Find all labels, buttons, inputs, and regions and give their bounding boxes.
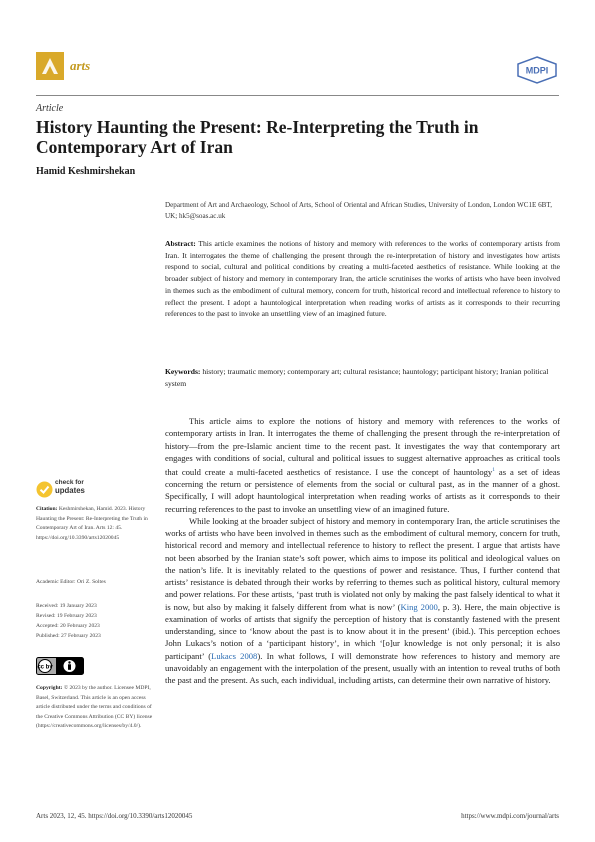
body-paragraph: [165, 415, 560, 515]
revised-date: Revised: 19 February 2023: [36, 613, 97, 619]
accepted-date: Accepted: 20 February 2023: [36, 623, 100, 629]
footer-journal-link[interactable]: https://www.mdpi.com/journal/arts: [461, 812, 559, 820]
check-updates-line1: check for: [55, 479, 84, 486]
copyright-label: Copyright:: [36, 685, 63, 691]
abstract-text: This article examines the notions of history and memory with references to the works of contemporary artists from Iran. It interrogates the theme of challenging the present through the re-interpretation of history and investigates how artists respond to social, cultural and political conditions by creating a multi-faceted aesthetics of resistance. While looking at the broader subject of history and memory in contemporary Iran, the article scrutinises the works of artists who have been involved in themes such as the embodiment of cultural memory, concern for truth, historical record and intellectual reference to history to reflect the present. I adopt a hauntological interpretation when reading works of artists as it corresponds to their recurring references to the past to invoke an unsettling view of an imagined future.: [165, 239, 560, 319]
cc-badge-text: cc by: [37, 664, 53, 671]
body-text: [165, 415, 560, 686]
check-for-updates-button[interactable]: [36, 478, 126, 502]
footnote-link[interactable]: 1: [492, 467, 495, 473]
citation-link-king[interactable]: King 2000: [400, 601, 438, 612]
body-text-run: While looking at the broader subject of history and memory in contemporary Iran, the article scrutinises the works of artists who have been involved in themes such as the embodiment of cultural memory, concern for truth, historical record and memory and intellectual reference to history to reflect the present. I argue that artists have not been absorbed by the Iranian state’s soft power, which aims to impose its political and ideological values on the nation’s life. It is inevitably related to the questions of power and resistance. Thus, I further contend that artists’ resistance is debated through their works by referring to themes such as political history, cultural memory and power relations. For these artists, ‘past truth is violated not only by making the past falsely identical to what it is now, but also by making it falsely different from what is now’ (: [165, 515, 560, 612]
body-paragraph: [165, 515, 560, 687]
citation-text: Keshmirshekan, Hamid. 2023. History Haunting the Present: Re-Interpreting the Truth in Contemporary Art of Iran. Arts 12: 45. https://doi.org/10.3390/arts12020045: [36, 506, 148, 541]
citation-link-lukacs[interactable]: Lukacs 2008: [211, 650, 258, 661]
article-type: Article: [36, 103, 64, 114]
abstract: [165, 238, 560, 320]
check-updates-line2: updates: [55, 486, 85, 495]
article-title: History Haunting the Present: Re-Interpreting the Truth in Contemporary Art of Iran: [36, 117, 479, 157]
check-updates-icon: [36, 481, 53, 498]
received-date: Received: 19 January 2023: [36, 603, 97, 609]
body-text-run: ). In what follows, I will demonstrate how references to history and memory are unavoidably an engagement with the interpolation of the present, usually with an intention to reveal truths of both the past and the present. As such, each individual, including artists, can determine their own narrative of history.: [165, 650, 560, 686]
copyright-text: © 2023 by the author. Licensee MDPI, Basel, Switzerland. This article is an open access article distributed under the terms and conditions of the Creative Commons Attribution (CC BY) license (https://creativecommons.org/licenses/by/4.0/).: [36, 685, 153, 729]
copyright-block: [36, 684, 156, 732]
body-text-run: This article aims to explore the notions of history and memory with references to the works of contemporary artists in Iran. It interrogates the theme of challenging the present through the re-interpretation of history—from the pre-Islamic ancient time to the recent past. It investigates the way that contemporary art engages with conditions of social, cultural and political issues to suggest alternative approaches as critical tools that could create a multi-faceted aesthetics of resistance. I use the concept of hauntology: [165, 416, 560, 477]
keywords: [165, 366, 560, 389]
page-footer: [36, 812, 559, 820]
citation-label: Citation:: [36, 506, 58, 512]
keywords-text: history; traumatic memory; contemporary art; cultural resistance; hauntology; participant history; Iranian political system: [165, 367, 549, 388]
mdpi-logo-icon: [516, 56, 558, 84]
mdpi-logo-text: MDPI: [525, 65, 549, 76]
citation-block: [36, 505, 156, 543]
journal-logo-icon: [36, 52, 64, 80]
keywords-label: Keywords:: [165, 367, 201, 376]
academic-editor: Academic Editor: Ori Z. Soltes: [36, 579, 106, 585]
abstract-label: Abstract:: [165, 239, 196, 248]
cc-by-license-icon[interactable]: [36, 657, 84, 675]
affiliation: Department of Art and Archaeology, School of Arts, School of Oriental and African Studies, University of London, London WC1E 6BT, UK; hk5@soas.ac.uk: [165, 201, 552, 220]
published-date: Published: 27 February 2023: [36, 633, 101, 639]
body-text-run: , p. 3). Here, the main objective is examination of works of artists that signify the perception of history that is constantly fastened with the present understanding, since to ‘know about the past is to know about it in the present’ (ibid.). This perception echoes John Lukacs’s notion of a ‘participant history’, in which ‘[o]ur knowledge is not only personal; it is also participant’ (: [165, 601, 560, 661]
author-name: Hamid Keshmirshekan: [36, 166, 136, 177]
body-text-run: as a set of ideas concerning the return or persistence of elements from the social or cultural past, as in the manner of a ghost. Specifically, I will adopt hauntological interpretation when reading works of artists as it corresponds to their recurring references to the past to invoke an unsettling view of an imagined future.: [165, 466, 560, 514]
check-updates-label: [55, 479, 85, 496]
header-rule: [36, 95, 559, 96]
footer-citation: Arts 2023, 12, 45. https://doi.org/10.3390/arts12020045: [36, 812, 193, 820]
journal-name: arts: [70, 58, 91, 73]
